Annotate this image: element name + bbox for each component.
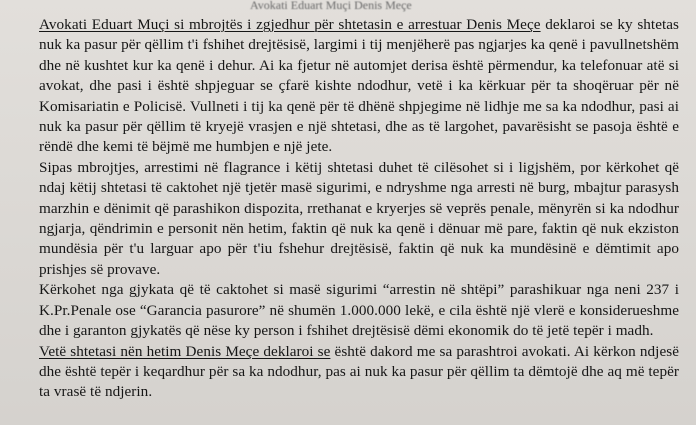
paragraph-4-underlined-lead: Vetë shtetasi nën hetim Denis Meçe deklaroi se — [39, 342, 331, 360]
top-cropped-text: Avokati Eduart Muçi Denis Meçe — [250, 0, 412, 12]
paragraph-4-text: është dakord me sa parashtroi avokati. Ai kërkon ndjesë dhe është tepër i keqardhur për sa ka ndodhur, pas ai nuk ka pasur për qëllim ta dëmtojë dhe aq më tepër ta vrasë të ndjerin. — [39, 342, 679, 401]
paragraph-2-text: Sipas mbrojtjes, arrestimi në flagrance i këtij shtetasi duhet të cilësohet si i ligjshëm, por kërkohet që ndaj këtij shtetasi të caktohet një tjetër masë sigurimi, e ndryshme nga arresti në burg, mbajtur parasysh marzhin e dënimit që parashikon dispozita, rrethanat e kryerjes së veprës penale, mënyrën si ka ndodhur ngjarja, qëndrimin e personit nën hetim, faktin që nuk ka qenë i dënuar më pare, faktin që nuk ekziston mundësia për t'u larguar apo për t'iu fshehur drejtësisë, faktin që nuk ka mundësinë e dëmtimit apo prishjes së provave. — [39, 158, 679, 278]
paragraph-3 — [39, 280, 679, 341]
paragraph-2 — [39, 158, 679, 280]
document-body — [39, 15, 679, 403]
paragraph-1-underlined-lead: Avokati Eduart Muçi si mbrojtës i zgjedhur për shtetasin e arrestuar Denis Meçe — [39, 16, 541, 33]
paragraph-1 — [39, 15, 679, 158]
paragraph-4 — [39, 342, 679, 403]
paragraph-3-text: Kërkohet nga gjykata që të caktohet si masë sigurimi “arrestin në shtëpi” parashikuar nga neni 237 i K.Pr.Penale ose “Garancia pasurore” në shumën 1.000.000 lekë, e cila është një vlerë e konsiderueshme dhe i garanton gjykatës që nëse ky person i fshihet drejtësisë dëmi ekonomik do të jetë tepër i madh. — [39, 281, 679, 340]
paragraph-1-text: deklaroi se ky shtetas nuk ka pasur për qëllim t'i fshihet drejtësisë, largimi i tij menjëherë pas ngjarjes ka qenë i pavullnetshëm dhe në kushtet kur ka qenë i dehur. Ai ka fjetur në automjet derisa është përmendur, ka telefonuar atë si avokat, dhe pasi i është shpjeguar se çfarë kishte ndodhur, vetë i ka kërkuar për ta shoqëruar për në Komisariatin e Policisë. Vullneti i tij ka qenë për të dhënë shpjegime në lidhje me sa ka ndodhur, pasi ai nuk ka pasur për qëllim të kryejë vrasjen e një shtetasi, dhe as të largohet, pavarësisht se pasoja është e rëndë dhe kemi të bëjmë me humbjen e një jete. — [39, 16, 680, 156]
